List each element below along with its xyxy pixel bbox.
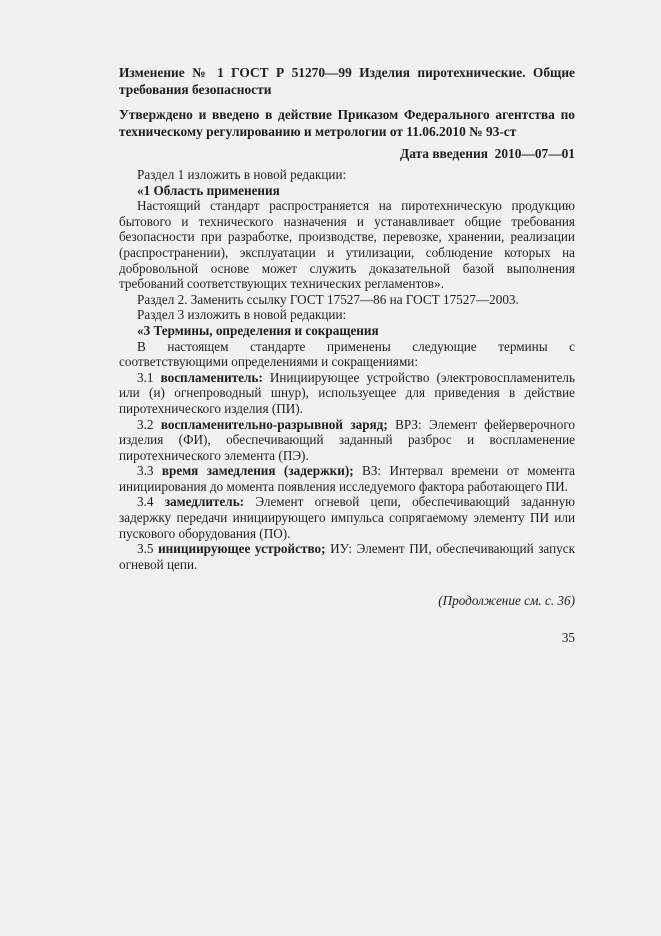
section-heading: [119, 183, 575, 199]
term-number: 3.4: [137, 494, 154, 510]
term-text: Элемент огневой цепи, обеспечивающий заданную задержку передачи инициирующего импульса сопрягаемому элементу ПИ или пускового оборудования (ПО).: [119, 494, 576, 541]
section-heading-text: «3 Термины, определения и сокращения: [137, 322, 379, 338]
paragraph: Раздел 2. Заменить ссылку ГОСТ 17527—86 на ГОСТ 17527—2003.: [137, 291, 519, 307]
amendment-title: Изменение № 1 ГОСТ Р 51270—99 Изделия пиротехнические. Общие требования безопасности: [119, 65, 575, 97]
term-number: 3.3: [137, 463, 154, 479]
term-definition: [119, 541, 575, 572]
term-definition: [119, 370, 575, 417]
page-number: 35: [561, 630, 575, 645]
term-definition: [119, 417, 575, 464]
intro-date-value: 2010—07—01: [494, 146, 575, 161]
term-number: 3.1: [137, 369, 154, 385]
approval-statement: Утверждено и введено в действие Приказом Федерального агентства по техническому регулированию и метрологии от 11.06.2010 № 93-ст: [119, 107, 575, 139]
intro-date-label: Дата введения: [399, 146, 488, 161]
term-text: ВЗ: Интервал времени от момента инициирования до момента появления исследуемого фактора работающего ПИ.: [119, 463, 575, 494]
term-text: ИУ: Элемент ПИ, обеспечивающий запуск огневой цепи.: [119, 541, 576, 572]
continuation-note: (Продолжение см. с. 36): [438, 593, 575, 608]
term-number: 3.5: [137, 541, 154, 557]
section-heading: [119, 323, 575, 339]
paragraph: Раздел 3 изложить в новой редакции:: [137, 307, 347, 323]
document-header: [119, 64, 575, 162]
term-name: инициирующее устройство;: [158, 541, 326, 557]
section-heading-text: «1 Область применения: [137, 182, 280, 198]
term-name: воспламенительно-разрывной заряд;: [160, 416, 388, 432]
paragraph: Настоящий стандарт распространяется на пиротехническую продукцию бытового и технического назначения и устанавливает общие требования безопасности при разработке, производстве, перевозке, хранении, реализации (распространении), эксплуатации и утилизации, соблюдение которых на добровольной основе может служить доказательной базой выполнения требований соответствующих технических регламентов».: [119, 198, 575, 292]
term-definition: [119, 494, 575, 541]
paragraph: Раздел 1 изложить в новой редакции:: [137, 167, 347, 182]
introduction-date: [119, 145, 575, 162]
term-name: время замедления (задержки);: [161, 463, 354, 479]
term-number: 3.2: [137, 416, 154, 432]
document-body: [119, 167, 575, 572]
term-name: воспламенитель:: [160, 369, 263, 385]
term-name: замедлитель:: [164, 494, 245, 510]
term-text: ВРЗ: Элемент фейерверочного изделия (ФИ), обеспечивающий заданный разброс и воспламенение пиротехнического элемента (ПЭ).: [119, 416, 576, 463]
paragraph: В настоящем стандарте применены следующие термины с соответствующими определениями и сокращениями:: [119, 338, 575, 370]
term-definition: [119, 463, 575, 494]
term-text: Инициирующее устройство (электровоспламенитель или (и) огнепроводный шнур), используещее для приведения в действие пиротехнического изделия (ПИ).: [119, 369, 576, 416]
